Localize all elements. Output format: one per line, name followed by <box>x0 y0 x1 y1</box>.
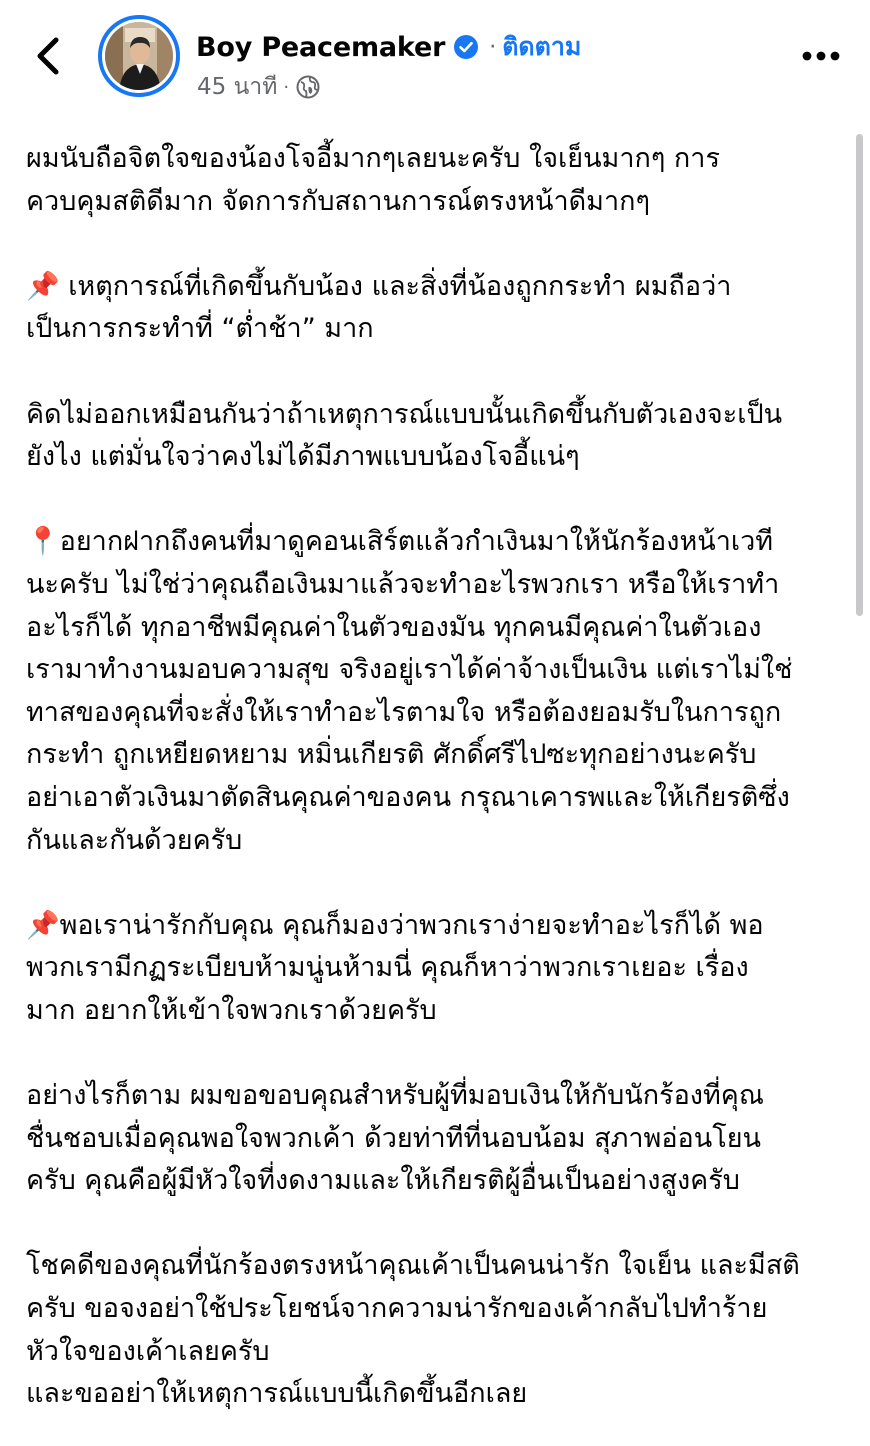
verified-badge-icon <box>453 34 479 60</box>
follow-button[interactable]: ติดตาม <box>502 32 582 61</box>
more-options-button[interactable] <box>800 42 842 70</box>
globe-icon <box>295 74 321 100</box>
post-paragraph: ผมนับถือจิตใจของน้องโจอี้มากๆเลยนะครับ ใจเย็นมากๆ การ ควบคุมสติดีมาก จัดการกับสถานการณ์ตรงหน้าดีมากๆ <box>26 143 720 217</box>
avatar[interactable] <box>98 15 180 97</box>
scrollbar[interactable] <box>856 134 863 616</box>
post-meta <box>197 70 321 104</box>
post-header <box>0 0 870 120</box>
post-paragraph: โชคดีของคุณที่นักร้องตรงหน้าคุณเค้าเป็นคนน่ารัก ใจเย็น และมีสติ ครับ ขอจงอย่าใช้ประโยชน์จากความน่ารักของเค้ากลับไปทำร้าย หัวใจของเค้าเลยครับ และขออย่าให้เหตุการณ์แบบนี้เกิดขึ้นอีกเลย <box>26 1250 800 1410</box>
chevron-left-icon <box>30 36 70 76</box>
author-row <box>196 28 581 66</box>
post-paragraph: คิดไม่ออกเหมือนกันว่าถ้าเหตุการณ์แบบนั้นเกิดขึ้นกับตัวเองจะเป็น ยังไง แต่มั่นใจว่าคงไม่ได้มีภาพแบบน้องโจอี้แน่ๆ <box>26 398 783 473</box>
post-paragraph: 📌 เหตุการณ์ที่เกิดขึ้นกับน้อง และสิ่งที่น้องถูกกระทำ ผมถือว่า เป็นการกระทำที่ “ต่ำช้า” มาก <box>26 270 732 345</box>
post-paragraph: 📍อยากฝากถึงคนที่มาดูคอนเสิร์ตแล้วกำเงินมาให้นักร้องหน้าเวที นะครับ ไม่ใช่ว่าคุณถือเงินมาแล้วจะทำอะไรพวกเรา หรือให้เราทำ อะไรก็ได้ ทุกอาชีพมีคุณค่าในตัวของมัน ทุกคนมีคุณค่าในตัวเอง เรามาทำงานมอบความสุข จริงอยู่เราได้ค่าจ้างเป็นเงิน แต่เราไม่ใช่ ทาสของคุณที่จะสั่งให้เราทำอะไรตามใจ หรือต้องยอมรับในการถูก กระทำ ถูกเหยียดหยาม หมิ่นเกียรติ ศักดิ์ศรีไปซะทุกอย่างนะครับ อย่าเอาตัวเงินมาตัดสินคุณค่าของคน กรุณาเคารพและให้เกียรติซึ่ง กันและกันด้วยครับ <box>26 526 793 856</box>
post-body <box>26 138 856 1416</box>
profile-photo <box>105 22 173 90</box>
back-button[interactable] <box>30 36 70 76</box>
post-paragraph: อย่างไรก็ตาม ผมขอขอบคุณสำหรับผู้ที่มอบเงินให้กับนักร้องที่คุณ ชื่นชอบเมื่อคุณพอใจพวกเค้า ด้วยท่าทีที่นอบน้อม สุภาพอ่อนโยน ครับ คุณคือผู้มีหัวใจที่งดงามและให้เกียรติผู้อื่นเป็นอย่างสูงครับ <box>26 1080 764 1197</box>
more-horizontal-icon <box>800 42 842 70</box>
post-paragraph: 📌พอเราน่ารักกับคุณ คุณก็มองว่าพวกเราง่ายจะทำอะไรก็ได้ พอ พวกเรามีกฏระเบียบห้ามนู่นห้ามนี่ คุณก็หาว่าพวกเราเยอะ เรื่อง มาก อยากให้เข้าใจพวกเราด้วยครับ <box>26 909 764 1026</box>
meta-separator: · <box>283 76 290 98</box>
author-name[interactable]: Boy Peacemaker <box>196 31 446 63</box>
post-timestamp[interactable]: 45 นาที <box>197 74 278 100</box>
separator-dot: · <box>489 34 497 60</box>
